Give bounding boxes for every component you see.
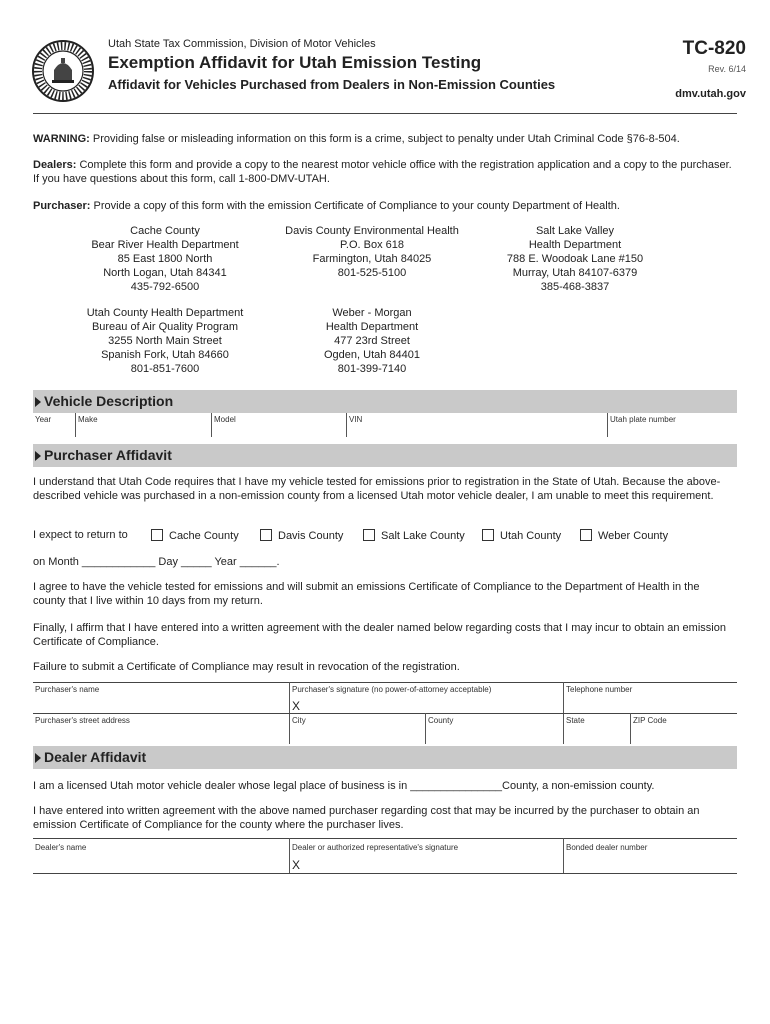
form-subtitle: Affidavit for Vehicles Purchased from Dealers in Non-Emission Counties xyxy=(108,77,556,92)
website-link[interactable]: dmv.utah.gov xyxy=(675,88,746,100)
office-utah-county xyxy=(55,306,275,376)
office-line: 85 East 1800 North xyxy=(117,253,213,265)
field-divider xyxy=(289,838,290,874)
checkbox-salt-lake-county[interactable] xyxy=(363,529,465,542)
checkbox-label: Davis County xyxy=(278,530,344,542)
office-line: 788 E. Woodoak Lane #150 xyxy=(506,253,644,265)
purchaser-section-header xyxy=(33,444,737,467)
checkbox-label: Utah County xyxy=(500,530,562,542)
year-field[interactable]: Year xyxy=(35,415,52,424)
office-line: Health Department xyxy=(528,239,622,251)
state-field[interactable]: State xyxy=(566,716,585,725)
field-divider xyxy=(607,413,608,437)
office-davis-county xyxy=(262,224,482,280)
checkbox-davis-county[interactable] xyxy=(260,529,343,542)
purchaser-signature-field[interactable]: Purchaser's signature (no power-of-attorney acceptable) xyxy=(292,685,492,694)
dealer-name-field[interactable]: Dealer's name xyxy=(35,843,87,852)
field-divider xyxy=(33,682,737,683)
vehicle-heading: Vehicle Description xyxy=(44,393,174,409)
dealer-agreement-text: Finally, I affirm that I have entered into a written agreement with the dealer named below regarding costs that I may incur to obtain an emission Certificate of Compliance. xyxy=(33,622,726,648)
checkbox-box[interactable] xyxy=(260,529,272,541)
office-line: Weber - Morgan xyxy=(332,307,412,319)
office-line: Ogden, Utah 84401 xyxy=(323,349,421,361)
model-field[interactable]: Model xyxy=(214,415,236,424)
dealers-text: Complete this form and provide a copy to the nearest motor vehicle office with the registration application and a copy to the purchaser. If you have questions about this form, call 1-800-DMV-UTAH. xyxy=(33,159,732,185)
field-divider xyxy=(33,713,737,714)
purchaser-note xyxy=(33,199,733,213)
make-field[interactable]: Make xyxy=(78,415,98,424)
dealer-sign-mark: X xyxy=(292,858,301,872)
office-line: Farmington, Utah 84025 xyxy=(312,253,432,265)
triangle-right-icon xyxy=(35,753,41,763)
vehicle-section-header xyxy=(33,390,737,413)
return-date-line[interactable]: on Month ____________ Day _____ Year ______. xyxy=(33,556,280,568)
bonded-dealer-number-field[interactable]: Bonded dealer number xyxy=(566,843,648,852)
agency-name: Utah State Tax Commission, Division of Motor Vehicles xyxy=(108,38,376,50)
office-line: Health Department xyxy=(325,321,419,333)
vin-field[interactable]: VIN xyxy=(349,415,363,424)
checkbox-label: Cache County xyxy=(169,530,239,542)
warning-note xyxy=(33,132,733,146)
warning-text: Providing false or misleading information on this form is a crime, subject to penalty under Utah Criminal Code §76-8-504. xyxy=(89,133,680,145)
purchaser-sign-mark: X xyxy=(292,699,301,713)
field-divider xyxy=(630,713,631,744)
office-line: P.O. Box 618 xyxy=(339,239,404,251)
dealers-note xyxy=(33,158,733,186)
office-line: Salt Lake Valley xyxy=(535,225,615,237)
field-divider xyxy=(33,873,737,874)
state-seal-logo xyxy=(32,40,94,102)
field-divider xyxy=(425,713,426,744)
dealer-heading: Dealer Affidavit xyxy=(44,749,147,765)
purchaser-label: Purchaser: xyxy=(33,200,91,212)
purchaser-heading: Purchaser Affidavit xyxy=(44,447,172,463)
header-divider xyxy=(33,113,737,114)
office-line: 477 23rd Street xyxy=(334,335,410,347)
office-line: 385-468-3837 xyxy=(540,281,610,293)
triangle-right-icon xyxy=(35,397,41,407)
checkbox-box[interactable] xyxy=(363,529,375,541)
city-field[interactable]: City xyxy=(292,716,306,725)
office-line: Bureau of Air Quality Program xyxy=(91,321,239,333)
field-divider xyxy=(75,413,76,437)
office-weber-morgan xyxy=(262,306,482,376)
purchaser-text: Provide a copy of this form with the emission Certificate of Compliance to your county Department of Health. xyxy=(90,200,620,212)
emissions-agreement-text: I agree to have the vehicle tested for emissions and will submit an emissions Certificate of Compliance to the Department of Health in the county that I live within 10 days from my return. xyxy=(33,581,700,607)
checkbox-weber-county[interactable] xyxy=(580,529,668,542)
zip-code-field[interactable]: ZIP Code xyxy=(633,716,667,725)
office-line: 801-525-5100 xyxy=(337,267,407,279)
checkbox-box[interactable] xyxy=(151,529,163,541)
expect-label: I expect to return to xyxy=(33,529,128,541)
checkbox-box[interactable] xyxy=(580,529,592,541)
checkbox-label: Salt Lake County xyxy=(381,530,465,542)
office-line: 435-792-6500 xyxy=(130,281,200,293)
county-field[interactable]: County xyxy=(428,716,454,725)
revocation-warning-text: Failure to submit a Certificate of Compliance may result in revocation of the registration. xyxy=(33,661,460,673)
office-line: Utah County Health Department xyxy=(86,307,244,319)
office-salt-lake-valley xyxy=(465,224,685,294)
dealers-label: Dealers: xyxy=(33,159,77,171)
telephone-field[interactable]: Telephone number xyxy=(566,685,633,694)
dealer-location-statement: I am a licensed Utah motor vehicle dealer whose legal place of business is in _______________County, a non-emission county. xyxy=(33,780,655,792)
office-cache-county xyxy=(55,224,275,294)
dealer-signature-field[interactable]: Dealer or authorized representative's signature xyxy=(292,843,459,852)
checkbox-utah-county[interactable] xyxy=(482,529,561,542)
dealer-agreement-statement: I have entered into written agreement with the above named purchaser regarding cost that may be incurred by the purchaser to obtain an emission Certificate of Compliance for the county where the purchaser lives. xyxy=(33,805,700,831)
street-address-field[interactable]: Purchaser's street address xyxy=(35,716,130,725)
field-divider xyxy=(211,413,212,437)
dealer-section-header xyxy=(33,746,737,769)
field-divider xyxy=(33,838,737,839)
office-line: Spanish Fork, Utah 84660 xyxy=(101,349,229,361)
plate-number-field[interactable]: Utah plate number xyxy=(610,415,676,424)
triangle-right-icon xyxy=(35,451,41,461)
office-line: Cache County xyxy=(130,225,200,237)
office-line: Murray, Utah 84107-6379 xyxy=(512,267,638,279)
office-line: Davis County Environmental Health xyxy=(285,225,459,237)
office-line: 3255 North Main Street xyxy=(108,335,222,347)
form-number: TC-820 xyxy=(682,38,746,59)
checkbox-cache-county[interactable] xyxy=(151,529,239,542)
purchaser-name-field[interactable]: Purchaser's name xyxy=(35,685,100,694)
office-line: 801-399-7140 xyxy=(337,363,407,375)
purchaser-statement: I understand that Utah Code requires that I have my vehicle tested for emissions prior to registration in the State of Utah. Because the above-described vehicle was purchased in a non-emission county from a licensed Utah motor vehicle dealer, I am unable to meet this requirement. xyxy=(33,476,721,502)
form-title: Exemption Affidavit for Utah Emission Testing xyxy=(108,53,482,72)
office-line: Bear River Health Department xyxy=(91,239,239,251)
office-line: North Logan, Utah 84341 xyxy=(103,267,227,279)
field-divider xyxy=(346,413,347,437)
office-line: 801-851-7600 xyxy=(130,363,200,375)
form-revision: Rev. 6/14 xyxy=(708,64,746,74)
warning-label: WARNING: xyxy=(33,133,90,145)
field-divider xyxy=(563,838,564,874)
checkbox-box[interactable] xyxy=(482,529,494,541)
checkbox-label: Weber County xyxy=(598,530,669,542)
